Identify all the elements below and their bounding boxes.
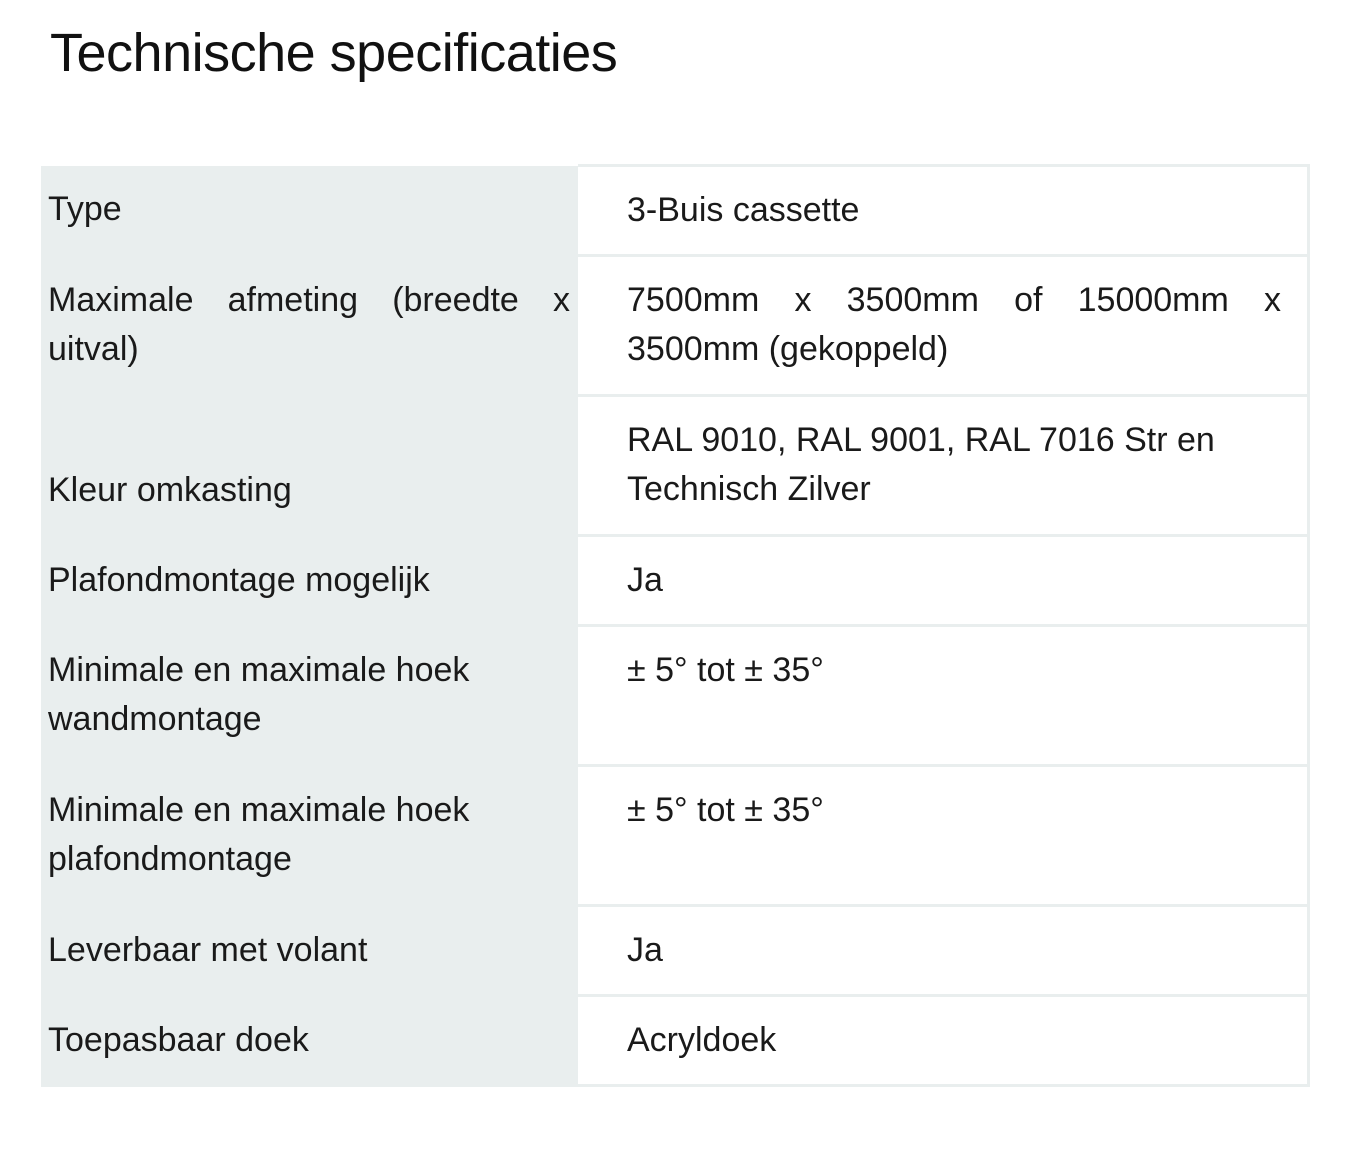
spec-value: Ja bbox=[578, 906, 1309, 996]
spec-row-wall-angle bbox=[41, 626, 1309, 766]
spec-value: 3-Buis cassette bbox=[578, 166, 1309, 256]
spec-label: Maximale afmeting (breedte x uitval) bbox=[41, 256, 578, 396]
spec-row-housing-color bbox=[41, 396, 1309, 536]
spec-label: Leverbaar met volant bbox=[41, 906, 578, 996]
spec-label: Plafondmontage mogelijk bbox=[41, 536, 578, 626]
spec-label: Type bbox=[41, 166, 578, 256]
spec-row-fabric bbox=[41, 996, 1309, 1086]
spec-table bbox=[41, 164, 1310, 1087]
spec-row-max-size bbox=[41, 256, 1309, 396]
spec-value: Ja bbox=[578, 536, 1309, 626]
spec-label: Kleur omkasting bbox=[41, 396, 578, 536]
spec-value: ± 5° tot ± 35° bbox=[578, 766, 1309, 906]
spec-value: RAL 9010, RAL 9001, RAL 7016 Str en Technisch Zilver bbox=[578, 396, 1309, 536]
spec-row-ceiling-angle bbox=[41, 766, 1309, 906]
spec-value: Acryldoek bbox=[578, 996, 1309, 1086]
spec-row-valance bbox=[41, 906, 1309, 996]
page-title: Technische specificaties bbox=[50, 23, 618, 83]
spec-row-type bbox=[41, 166, 1309, 256]
spec-row-ceiling-mount bbox=[41, 536, 1309, 626]
spec-label: Minimale en maximale hoek wandmontage bbox=[41, 626, 578, 766]
spec-label: Toepasbaar doek bbox=[41, 996, 578, 1086]
spec-value: ± 5° tot ± 35° bbox=[578, 626, 1309, 766]
spec-label: Minimale en maximale hoek plafondmontage bbox=[41, 766, 578, 906]
spec-value: 7500mm x 3500mm of 15000mm x 3500mm (gekoppeld) bbox=[578, 256, 1309, 396]
